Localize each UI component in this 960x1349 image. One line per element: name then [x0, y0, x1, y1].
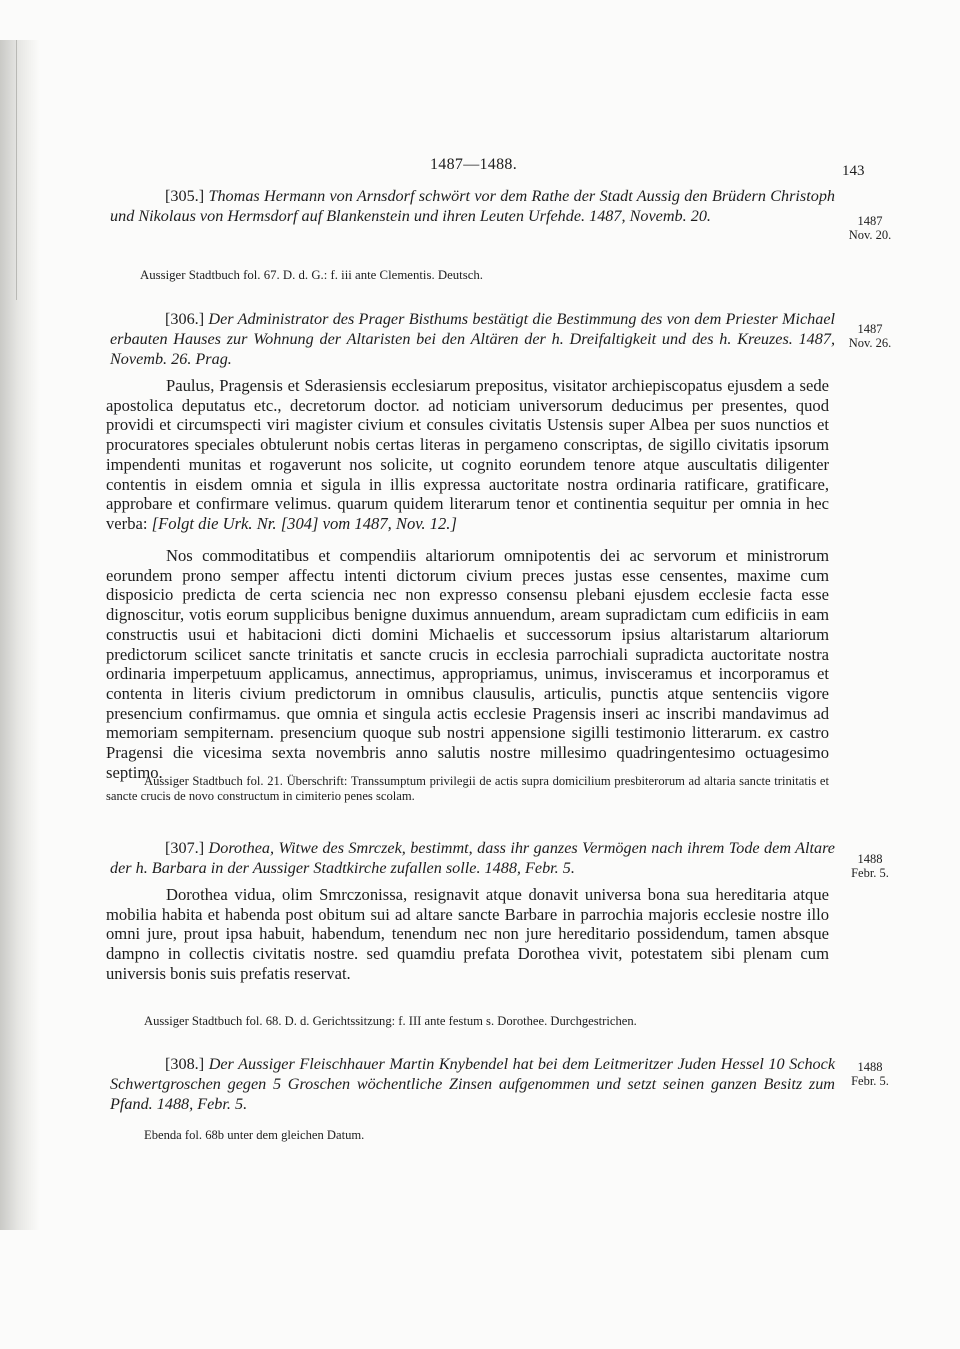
doc-306-source-note-text: Aussiger Stadtbuch fol. 21. Überschrift: Transsumptum privilegii de actis supra domicilium presbiterorum ad altaria sancte trinitatis et sancte crucis de novo constructum in cimiterio penes scolam.: [106, 774, 829, 803]
doc-306-paragraph-2: [106, 546, 829, 782]
doc-307-source-note: [106, 1014, 829, 1029]
doc-307-margin-day: Febr. 5.: [851, 866, 889, 880]
doc-305-source: Aussiger Stadtbuch fol. 67. D. d. G.: f. iii ante Clementis. Deutsch.: [140, 268, 483, 282]
doc-307-heading: [110, 838, 835, 878]
doc-306-paragraph-2-text: Nos commoditatibus et compendiis altariorum omnipotentis dei ac servorum et ministrorum eorundem prono semper affectu intenti dictorum civium preces justas esse censentes, maxime cum disposicio predicta de certa sciencia nec non expresso consensu plebani ejusdem ecclesie facta esse dignoscitur, votis eorum supplicibus benigne duximus annuendum, aream supradictam cum edificiis in eam constructis usui et habitacioni dicti domini Michaelis et successorum ipsius altaristarum altariorum predictorum scilicet sancte trinitatis et sancte crucis in ecclesia parrochiali supradicta auctoritate nostra ordinaria imperpetuum applicamus, annectimus, appropriamus, unimus, invisceramus et incorporamus et contenta in literis civium predictorum in omnibus clausulis, articulis, punctis atque sentenciis vigore presencium confirmamus. que omnia et singula actis ecclesie Pragensis inseri ac inscribi mandavimus ad memoriam sempiternam. presencium quoque sub nostri appensione sigilli testimonio litterarum. ex castro Pragensi die vicesima sexta novembris anno salutis nostre millesimo quadringentesimo octuagesimo septimo.: [106, 546, 829, 782]
doc-308-margin-year: 1488: [857, 1060, 883, 1074]
doc-306-heading: [110, 309, 835, 369]
doc-305-margin-date: [845, 214, 895, 242]
doc-308-source-note: [106, 1128, 829, 1143]
doc-305-number: [305.]: [165, 187, 205, 205]
doc-307-margin-year: 1488: [857, 852, 883, 866]
doc-306-editorial-note: [Folgt die Urk. Nr. [304] vom 1487, Nov. 12.]: [151, 513, 457, 533]
doc-307-paragraph-text: Dorothea vidua, olim Smrczonissa, resignavit atque donavit universa bona sua hereditaria atque mobilia habita et habenda post obitum sui ad altare sancte Barbare in parrochia majoris ecclesie nostre illo omni jure, prout ipsa habuit, habendum, tenendum nec non jure hereditario possidendum, tamen absque dampno in collectis civitatis nostre. sed quamdiu prefata Dorothea vivit, potestatem sibi plenam cum universis bonis suis prefatis reservat.: [106, 885, 829, 983]
doc-306-paragraph-1: [106, 376, 829, 534]
doc-306-paragraph-1-text: Paulus, Pragensis et Sderasiensis ecclesiarum prepositus, visitator archiepiscopatus ejusdem a sede apostolica deputatus etc., decretorum doctor. ad noticiam universorum deducimus per presentes, quod providi et circumspecti viri magister civium et consules civitatis Ustensis super Albea per suos nunctios et procuratores speciales obtulerunt nobis certas literas in pergameno conscriptas, de sigillo civitatis ipsorum impendenti munitas et rogaverunt nos solicite, ut cognito eorundem tenore atque auscultatis diligenter contentis in eisdem omnia et sigula in illis expressa auctoritate nostra ordinaria ratificare, gratificare, approbare et confirmare velimus. quarum quidem literarum tenor et continentia sequitur per omnia in hec verba:: [106, 376, 829, 533]
doc-308-source-note-text: Ebenda fol. 68b unter dem gleichen Datum.: [144, 1128, 365, 1142]
doc-306-margin-day: Nov. 26.: [848, 336, 892, 350]
doc-306-source-note: [106, 774, 829, 803]
doc-306-number: [306.]: [165, 310, 205, 328]
doc-307-paragraph: [106, 885, 829, 984]
doc-305-heading: [110, 186, 835, 226]
page-number: 143: [842, 163, 865, 179]
doc-308-number: [308.]: [165, 1055, 205, 1073]
doc-305-margin-year: 1487: [857, 214, 883, 228]
doc-307-number: [307.]: [165, 839, 205, 857]
doc-305-title: Thomas Hermann von Arnsdorf schwört vor dem Rathe der Stadt Aussig den Brüdern Christoph und Nikolaus von Hermsdorf auf Blankenstein und ihren Leuten Urfehde. 1487, Novemb. 20.: [110, 187, 836, 225]
running-title: 1487—1488.: [430, 156, 517, 173]
doc-307-title: Dorothea, Witwe des Smrczek, bestimmt, dass ihr ganzes Vermögen nach ihrem Tode dem Altare der h. Barbara in der Aussiger Stadtkirche zufallen solle. 1488, Febr. 5.: [110, 839, 835, 877]
doc-306-margin-date: [845, 322, 895, 350]
doc-307-margin-date: [845, 852, 895, 880]
doc-307-source-note-text: Aussiger Stadtbuch fol. 68. D. d. Gerichtssitzung: f. III ante festum s. Dorothee. Durchgestrichen.: [144, 1014, 637, 1028]
doc-308-title: Der Aussiger Fleischhauer Martin Knybendel hat bei dem Leitmeritzer Juden Hessel 10 Schock Schwertgroschen gegen 5 Groschen wöchentliche Zinsen aufgenommen und setzt seinen ganzen Besitz zum Pfand. 1488, Febr. 5.: [110, 1055, 836, 1113]
doc-305-margin-day: Nov. 20.: [848, 228, 892, 242]
doc-306-title: Der Administrator des Prager Bisthums bestätigt die Bestimmung des von dem Priester Michael erbauten Hauses zur Wohnung der Altaristen bei den Altären der h. Dreifaltigkeit und des h. Kreuzes. 1487, Novemb. 26. Prag.: [110, 310, 836, 368]
doc-308-margin-date: [845, 1060, 895, 1088]
doc-308-margin-day: Febr. 5.: [851, 1074, 889, 1088]
doc-308-heading: [110, 1054, 835, 1114]
doc-306-margin-year: 1487: [857, 322, 883, 336]
